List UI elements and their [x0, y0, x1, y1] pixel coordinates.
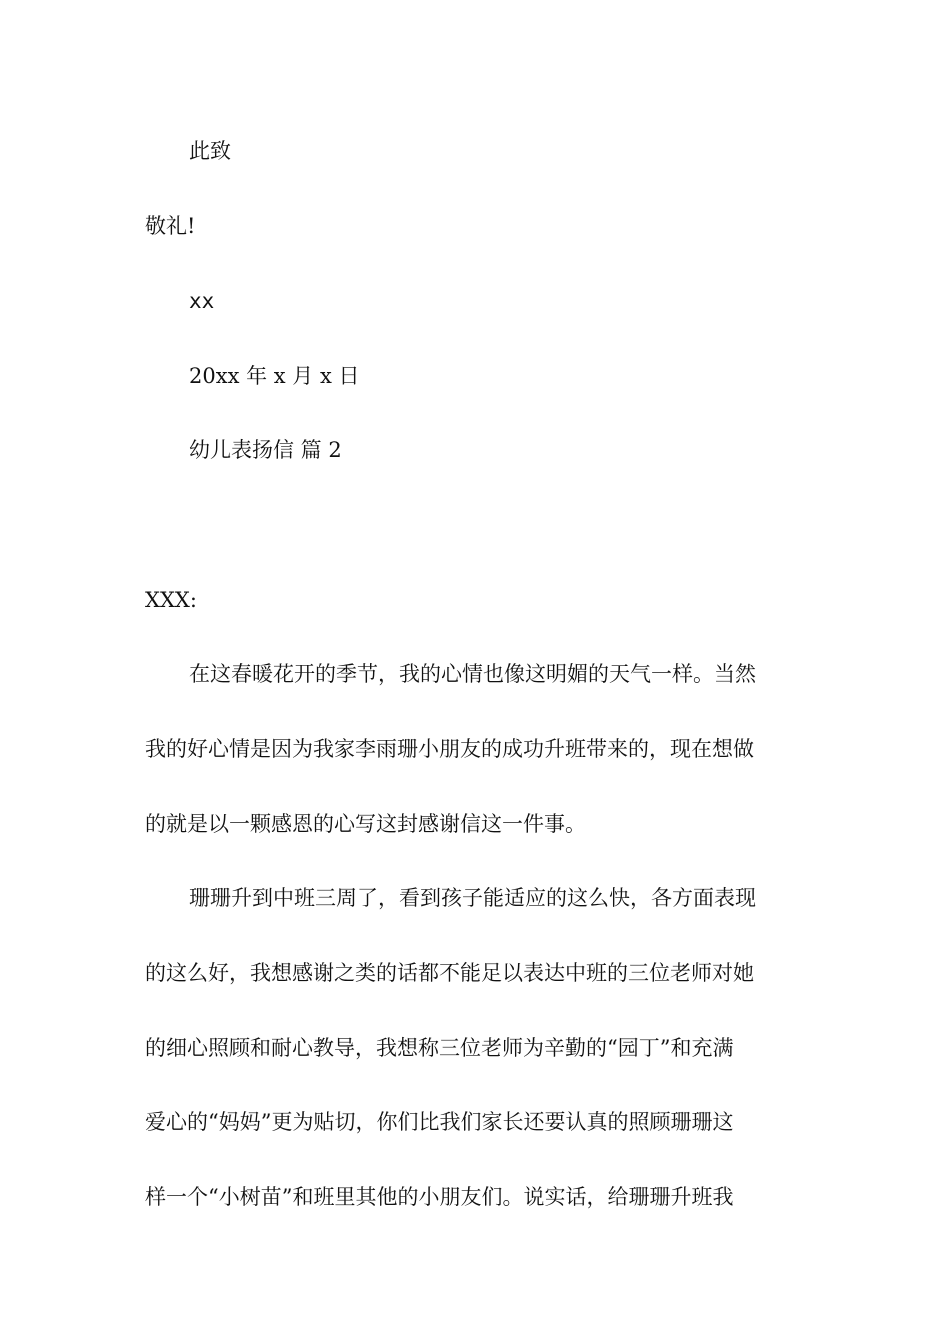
signature: xx [189, 289, 215, 313]
paragraph-line: 的就是以一颗感恩的心写这封感谢信这一件事。 [145, 812, 586, 836]
paragraph-line: 珊珊升到中班三周了，看到孩子能适应的这么快，各方面表现 [189, 886, 756, 910]
paragraph-line: 的这么好，我想感谢之类的话都不能足以表达中班的三位老师对她 [145, 961, 754, 985]
letter-date: 20xx 年 x 月 x 日 [189, 364, 360, 388]
paragraph-line: 在这春暖花开的季节，我的心情也像这明媚的天气一样。当然 [189, 662, 756, 686]
paragraph-line: 我的好心情是因为我家李雨珊小朋友的成功升班带来的，现在想做 [145, 737, 754, 761]
closing-salutation: 此致 [189, 139, 231, 163]
paragraph-line: 样一个“小树苗”和班里其他的小朋友们。说实话，给珊珊升班我 [145, 1185, 734, 1209]
section-title: 幼儿表扬信 篇 2 [189, 438, 342, 462]
paragraph-line: 爱心的“妈妈”更为贴切，你们比我们家长还要认真的照顾珊珊这 [145, 1110, 734, 1134]
paragraph-line: 的细心照顾和耐心教导，我想称三位老师为辛勤的“园丁”和充满 [145, 1036, 734, 1060]
letter-recipient: XXX: [145, 588, 197, 612]
closing-regards: 敬礼! [145, 214, 196, 238]
